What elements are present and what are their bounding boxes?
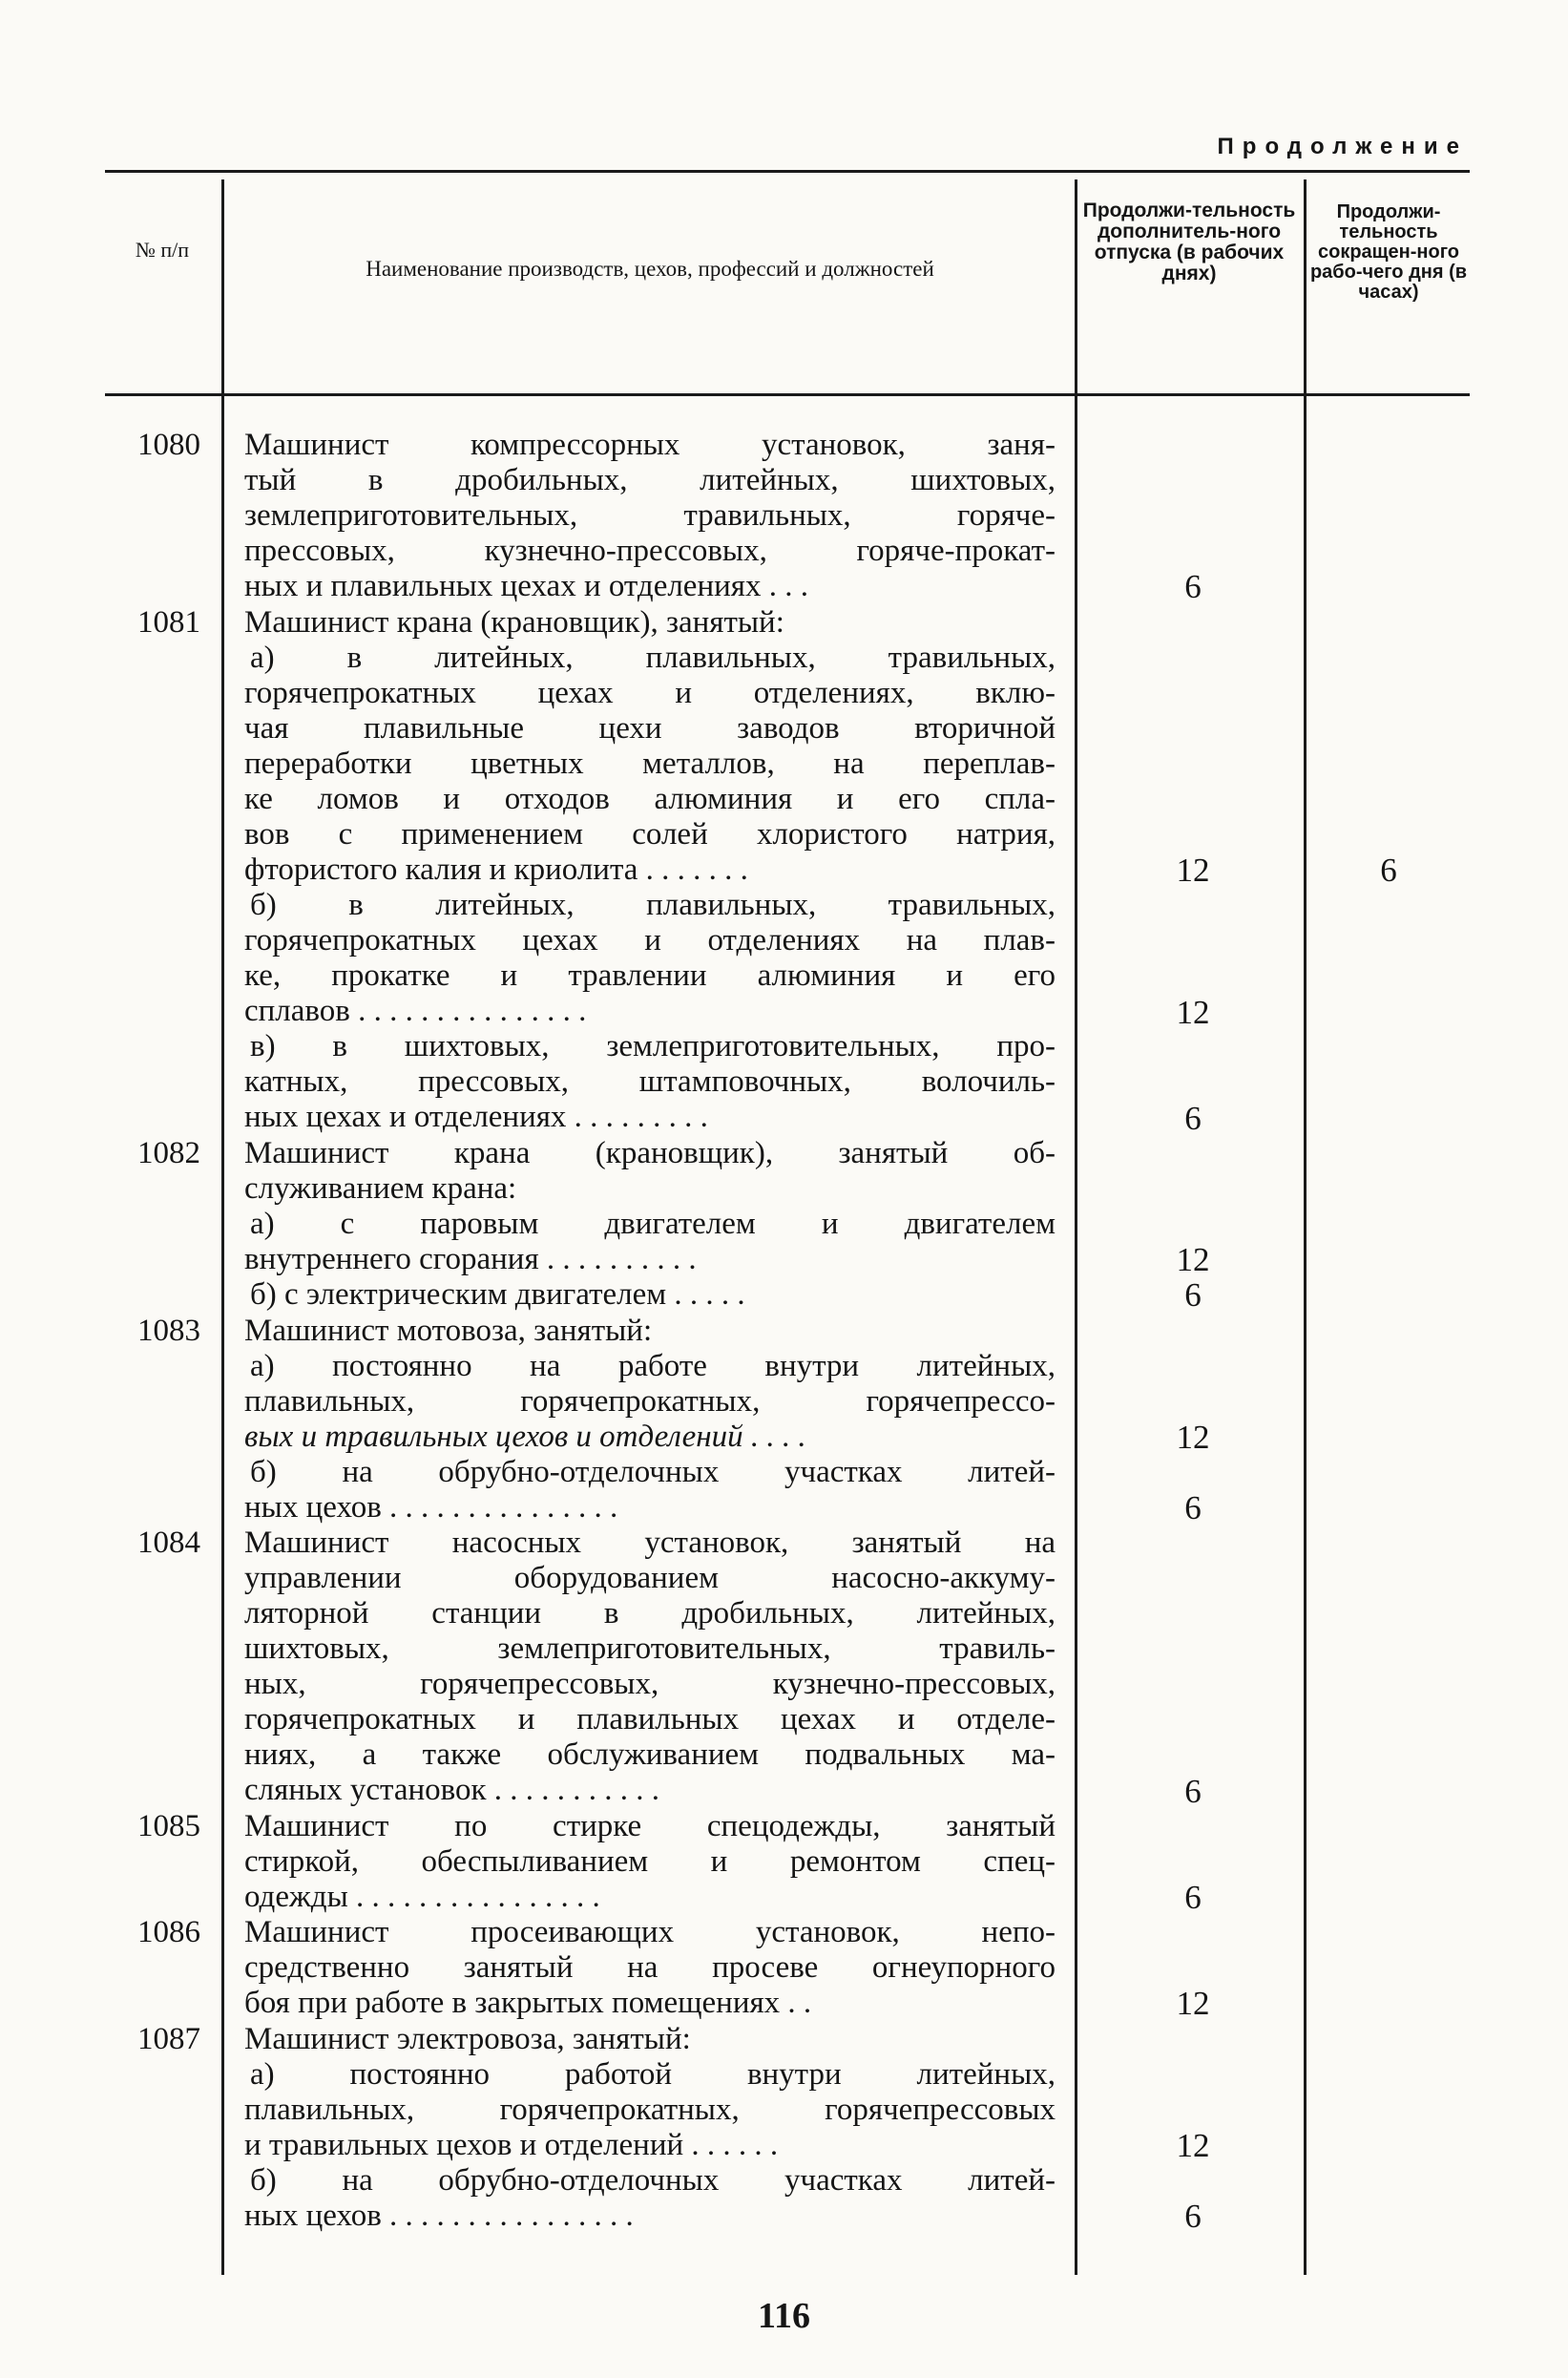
- description-line: ных и плавильных цехах и отделениях . . .: [244, 569, 808, 603]
- additional-leave-days: 6: [1184, 1276, 1202, 1315]
- description-line: боя при работе в закрытых помещениях . .: [244, 1986, 812, 2021]
- description-line: тый в дробильных, литейных, шихтовых,: [244, 463, 1056, 497]
- description-line: прессовых, кузнечно-прессовых, горяче-прокат-: [244, 534, 1056, 568]
- table-top-rule: [105, 170, 1470, 173]
- description-line: а) с паровым двигателем и двигателем: [250, 1207, 1056, 1241]
- description-line: катных, прессовых, штамповочных, волочиль-: [244, 1063, 1056, 1099]
- row-description: [244, 1809, 1056, 1915]
- description-line: горячепрокатных цехах и отделениях на плав-: [244, 922, 1056, 958]
- row-description: [244, 2022, 1056, 2234]
- column-divider-2: [1075, 179, 1077, 2275]
- description-line: средственно занятый на просеве огнеупорного: [244, 1950, 1056, 1986]
- description-line: а) постоянно работой внутри литейных,: [250, 2056, 1056, 2092]
- row-number: 1080: [137, 428, 200, 462]
- description-line: Машинист электровоза, занятый:: [244, 2021, 691, 2056]
- header-number: № п/п: [135, 238, 190, 262]
- description-line: сплавов . . . . . . . . . . . . . . .: [244, 993, 587, 1028]
- description-line: стиркой, обеспыливанием и ремонтом спец-: [244, 1843, 1056, 1879]
- row-description: [244, 1915, 1056, 2021]
- header-additional-leave: Продолжи-тельность дополнитель-ного отпуска (в рабочих днях): [1082, 200, 1296, 285]
- additional-leave-days: 12: [1176, 852, 1210, 890]
- description-line: шихтовых, землеприготовительных, травиль-: [244, 1631, 1056, 1667]
- additional-leave-days: 6: [1184, 1772, 1202, 1810]
- additional-leave-days: 12: [1176, 1418, 1210, 1456]
- column-divider-3: [1304, 179, 1307, 2275]
- description-line: горячепрокатных и плавильных цехах и отделе-: [244, 1702, 1056, 1737]
- description-line: вов с применением солей хлористого натрия,: [244, 816, 1056, 852]
- additional-leave-days: 12: [1176, 993, 1210, 1031]
- description-line: ных цехов . . . . . . . . . . . . . . .: [244, 1489, 618, 1525]
- description-line: а) в литейных, плавильных, травильных,: [250, 640, 1056, 675]
- header-name: Наименование производств, цехов, профессий и должностей: [366, 257, 934, 281]
- description-line: переработки цветных металлов, на переплав-: [244, 746, 1056, 781]
- additional-leave-days: 12: [1176, 1241, 1210, 1279]
- continuation-label: Продолжение: [1217, 134, 1468, 159]
- description-line: одежды . . . . . . . . . . . . . . . .: [244, 1879, 600, 1914]
- description-line: служиванием крана:: [244, 1171, 517, 1206]
- row-number: 1082: [137, 1136, 200, 1170]
- row-number: 1081: [137, 604, 200, 640]
- row-number: 1085: [137, 1808, 200, 1843]
- additional-leave-days: 6: [1184, 1489, 1202, 1526]
- description-line: Машинист мотовоза, занятый:: [244, 1313, 653, 1348]
- additional-leave-days: 6: [1184, 2198, 1202, 2235]
- description-line: Машинист просеивающих установок, непо-: [244, 1915, 1056, 1950]
- description-line: Машинист компрессорных установок, заня-: [244, 428, 1056, 462]
- description-line: горячепрокатных цехах и отделениях, вклю-: [244, 675, 1056, 710]
- description-line: ных цехах и отделениях . . . . . . . . .: [244, 1099, 708, 1134]
- description-line: б) в литейных, плавильных, травильных,: [250, 887, 1056, 922]
- additional-leave-days: 12: [1176, 1985, 1210, 2023]
- description-line: фтористого калия и криолита . . . . . . .: [244, 852, 748, 887]
- description-line: вых и травильных цехов и отделений . . . .: [244, 1419, 806, 1454]
- description-line: Машинист по стирке спецодежды, занятый: [244, 1808, 1056, 1843]
- description-line: чая плавильные цехи заводов вторичной: [244, 710, 1056, 746]
- description-line: б) на обрубно-отделочных участках литей-: [250, 2162, 1056, 2198]
- description-line: б) на обрубно-отделочных участках литей-: [250, 1454, 1056, 1489]
- description-line: Машинист крана (крановщик), занятый:: [244, 604, 784, 640]
- description-line: и травильных цехов и отделений . . . . . .: [244, 2127, 779, 2162]
- additional-leave-days: 12: [1176, 2126, 1210, 2164]
- row-number: 1084: [137, 1526, 200, 1561]
- description-line: Машинист крана (крановщик), занятый об-: [244, 1136, 1056, 1170]
- description-line: землеприготовительных, травильных, горяче-: [244, 498, 1056, 533]
- description-line: ниях, а также обслуживанием подвальных ма-: [244, 1737, 1056, 1773]
- row-description: [244, 1136, 1056, 1313]
- additional-leave-days: 6: [1184, 1099, 1202, 1137]
- description-line: сляных установок . . . . . . . . . . .: [244, 1773, 660, 1808]
- row-description: [244, 605, 1056, 1135]
- description-line: ных цехов . . . . . . . . . . . . . . . .: [244, 2198, 634, 2233]
- description-line: Машинист насосных установок, занятый на: [244, 1526, 1056, 1561]
- description-line: б) с электрическим двигателем . . . . .: [250, 1277, 745, 1312]
- shortened-day-hours: 6: [1380, 852, 1397, 890]
- row-number: 1087: [137, 2021, 200, 2056]
- description-line: в) в шихтовых, землеприготовительных, про-: [250, 1028, 1056, 1063]
- description-line: ке ломов и отходов алюминия и его спла-: [244, 781, 1056, 816]
- description-line: ляторной станции в дробильных, литейных,: [244, 1596, 1056, 1631]
- page-number: 116: [758, 2296, 810, 2336]
- row-number: 1083: [137, 1313, 200, 1348]
- row-description: [244, 1526, 1056, 1808]
- column-divider-1: [221, 179, 224, 2275]
- row-description: [244, 1314, 1056, 1526]
- description-line: внутреннего сгорания . . . . . . . . . .: [244, 1242, 697, 1276]
- row-number: 1086: [137, 1915, 200, 1950]
- table-header-rule: [105, 393, 1470, 396]
- description-line: плавильных, горячепрокатных, горячепрессовых: [244, 2092, 1056, 2127]
- header-shortened-day: Продолжи-тельность сокращен-ного рабо-чего дня (в часах): [1309, 201, 1468, 303]
- additional-leave-days: 6: [1184, 1879, 1202, 1917]
- additional-leave-days: 6: [1184, 568, 1202, 606]
- description-line: ных, горячепрессовых, кузнечно-прессовых,: [244, 1667, 1056, 1702]
- row-description: [244, 428, 1056, 604]
- description-line: управлении оборудованием насосно-аккуму-: [244, 1561, 1056, 1596]
- description-line: а) постоянно на работе внутри литейных,: [250, 1348, 1056, 1383]
- description-line: ке, прокатке и травлении алюминия и его: [244, 958, 1056, 993]
- description-line: плавильных, горячепрокатных, горячепрессо-: [244, 1383, 1056, 1419]
